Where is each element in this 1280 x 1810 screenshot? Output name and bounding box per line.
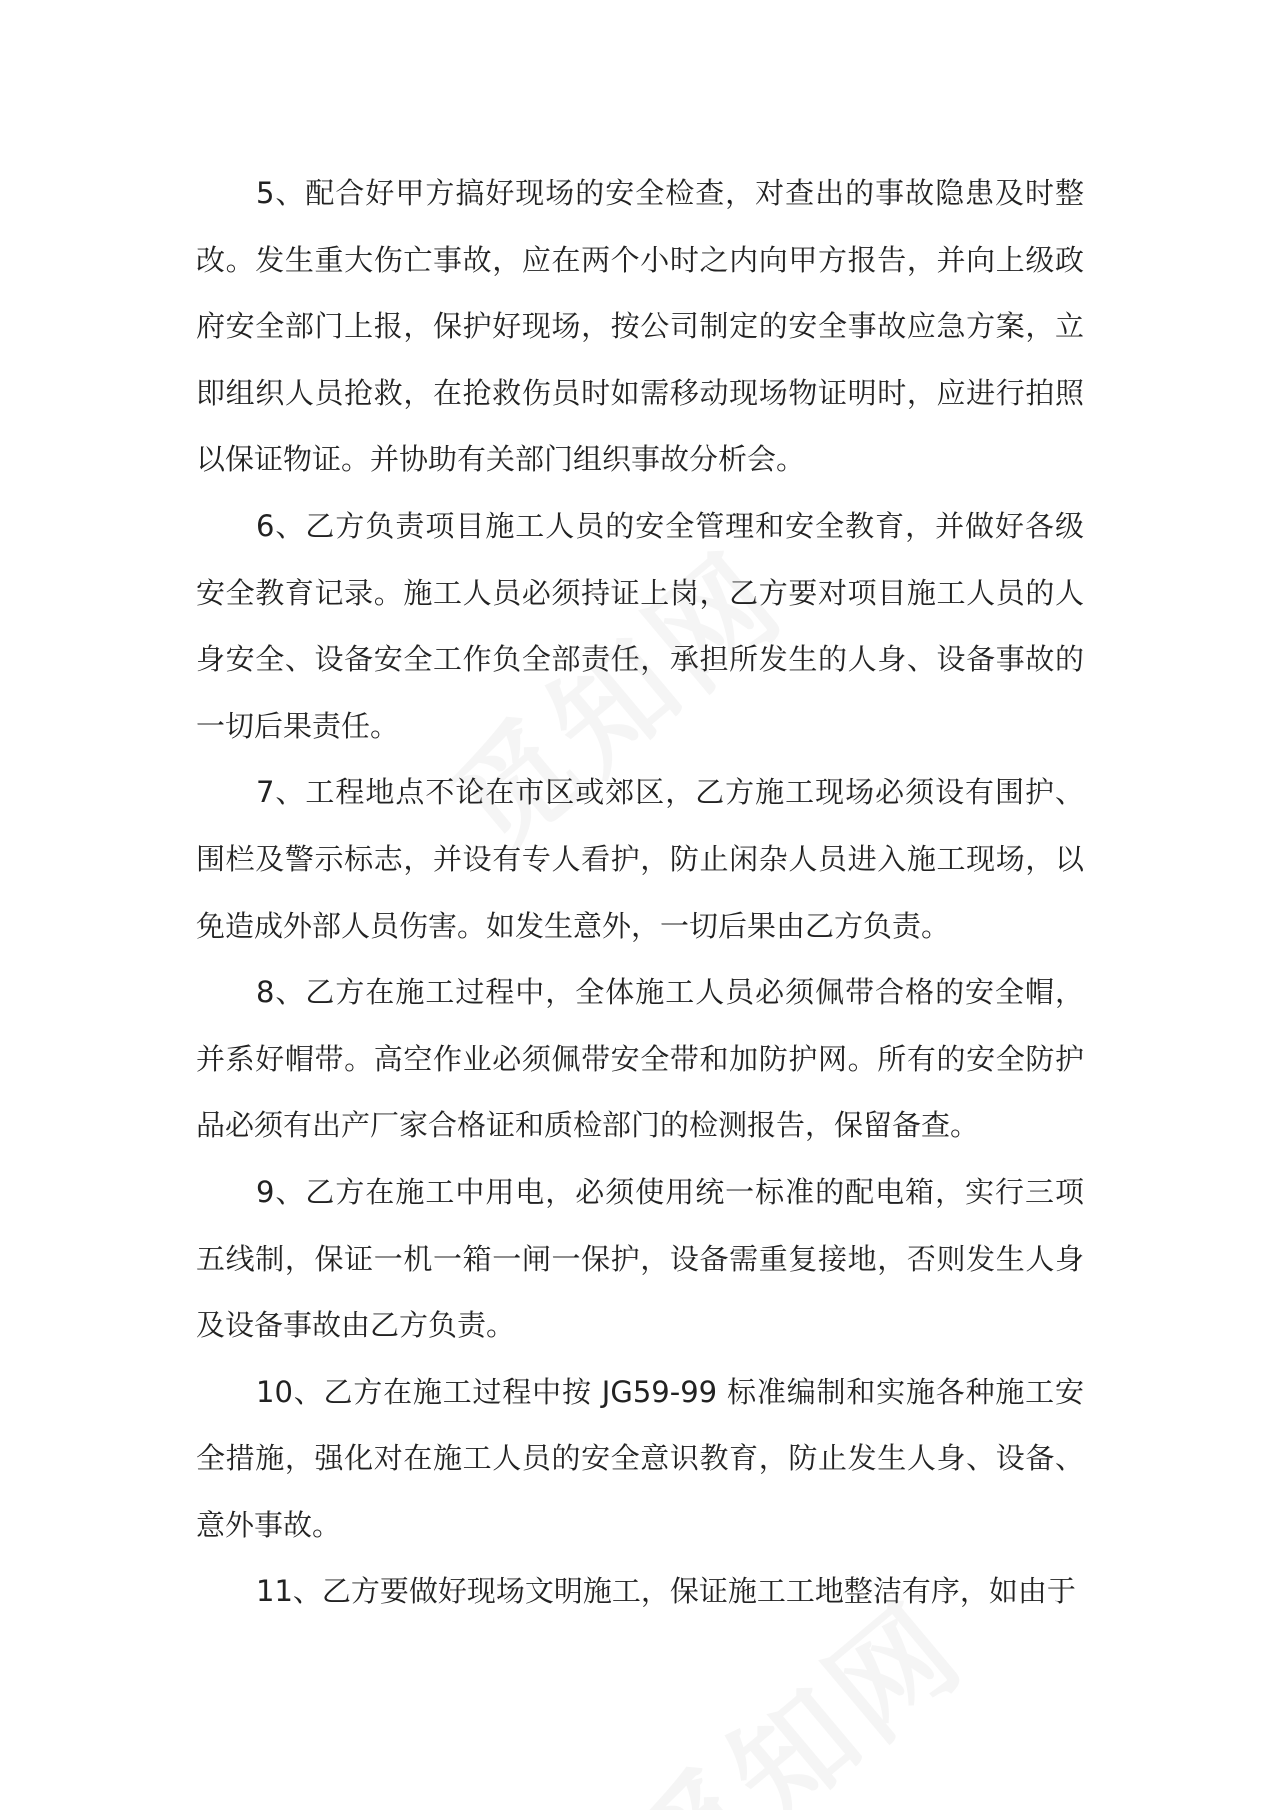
paragraph-9: 9、乙方在施工中用电，必须使用统一标准的配电箱，实行三项五线制，保证一机一箱一闸一保护，设备需重复接地，否则发生人身及设备事故由乙方负责。: [196, 1174, 1084, 1343]
paragraph-11: 11、乙方要做好现场文明施工，保证施工工地整洁有序，如由于: [256, 1574, 1076, 1609]
paragraph-7: 7、工程地点不论在市区或郊区，乙方施工现场必须设有围护、围栏及警示标志，并设有专人看护，防止闲杂人员进入施工现场，以免造成外部人员伤害。如发生意外，一切后果由乙方负责。: [196, 775, 1084, 943]
paragraph-10: 10、乙方在施工过程中按 JG59-99 标准编制和实施各种施工安全措施，强化对在施工人员的安全意识教育，防止发生人身、设备、意外事故。: [196, 1374, 1084, 1542]
paragraph-8: 8、乙方在施工过程中，全体施工人员必须佩带合格的安全帽，并系好帽带。高空作业必须佩带安全带和加防护网。所有的安全防护品必须有出产厂家合格证和质检部门的检测报告，保留备查。: [196, 975, 1084, 1143]
paragraph-6: 6、乙方负责项目施工人员的安全管理和安全教育，并做好各级安全教育记录。施工人员必须持证上岗，乙方要对项目施工人员的人身安全、设备安全工作负全部责任，承担所发生的人身、设备事故的一切后果责任。: [196, 508, 1084, 743]
document-body: [196, 160, 1084, 1625]
paragraph-5: 5、配合好甲方搞好现场的安全检查，对查出的事故隐患及时整改。发生重大伤亡事故，应在两个小时之内向甲方报告，并向上级政府安全部门上报，保护好现场，按公司制定的安全事故应急方案，立即组织人员抢救，在抢救伤员时如需移动现场物证明时，应进行拍照以保证物证。并协助有关部门组织事故分析会。: [196, 176, 1084, 477]
